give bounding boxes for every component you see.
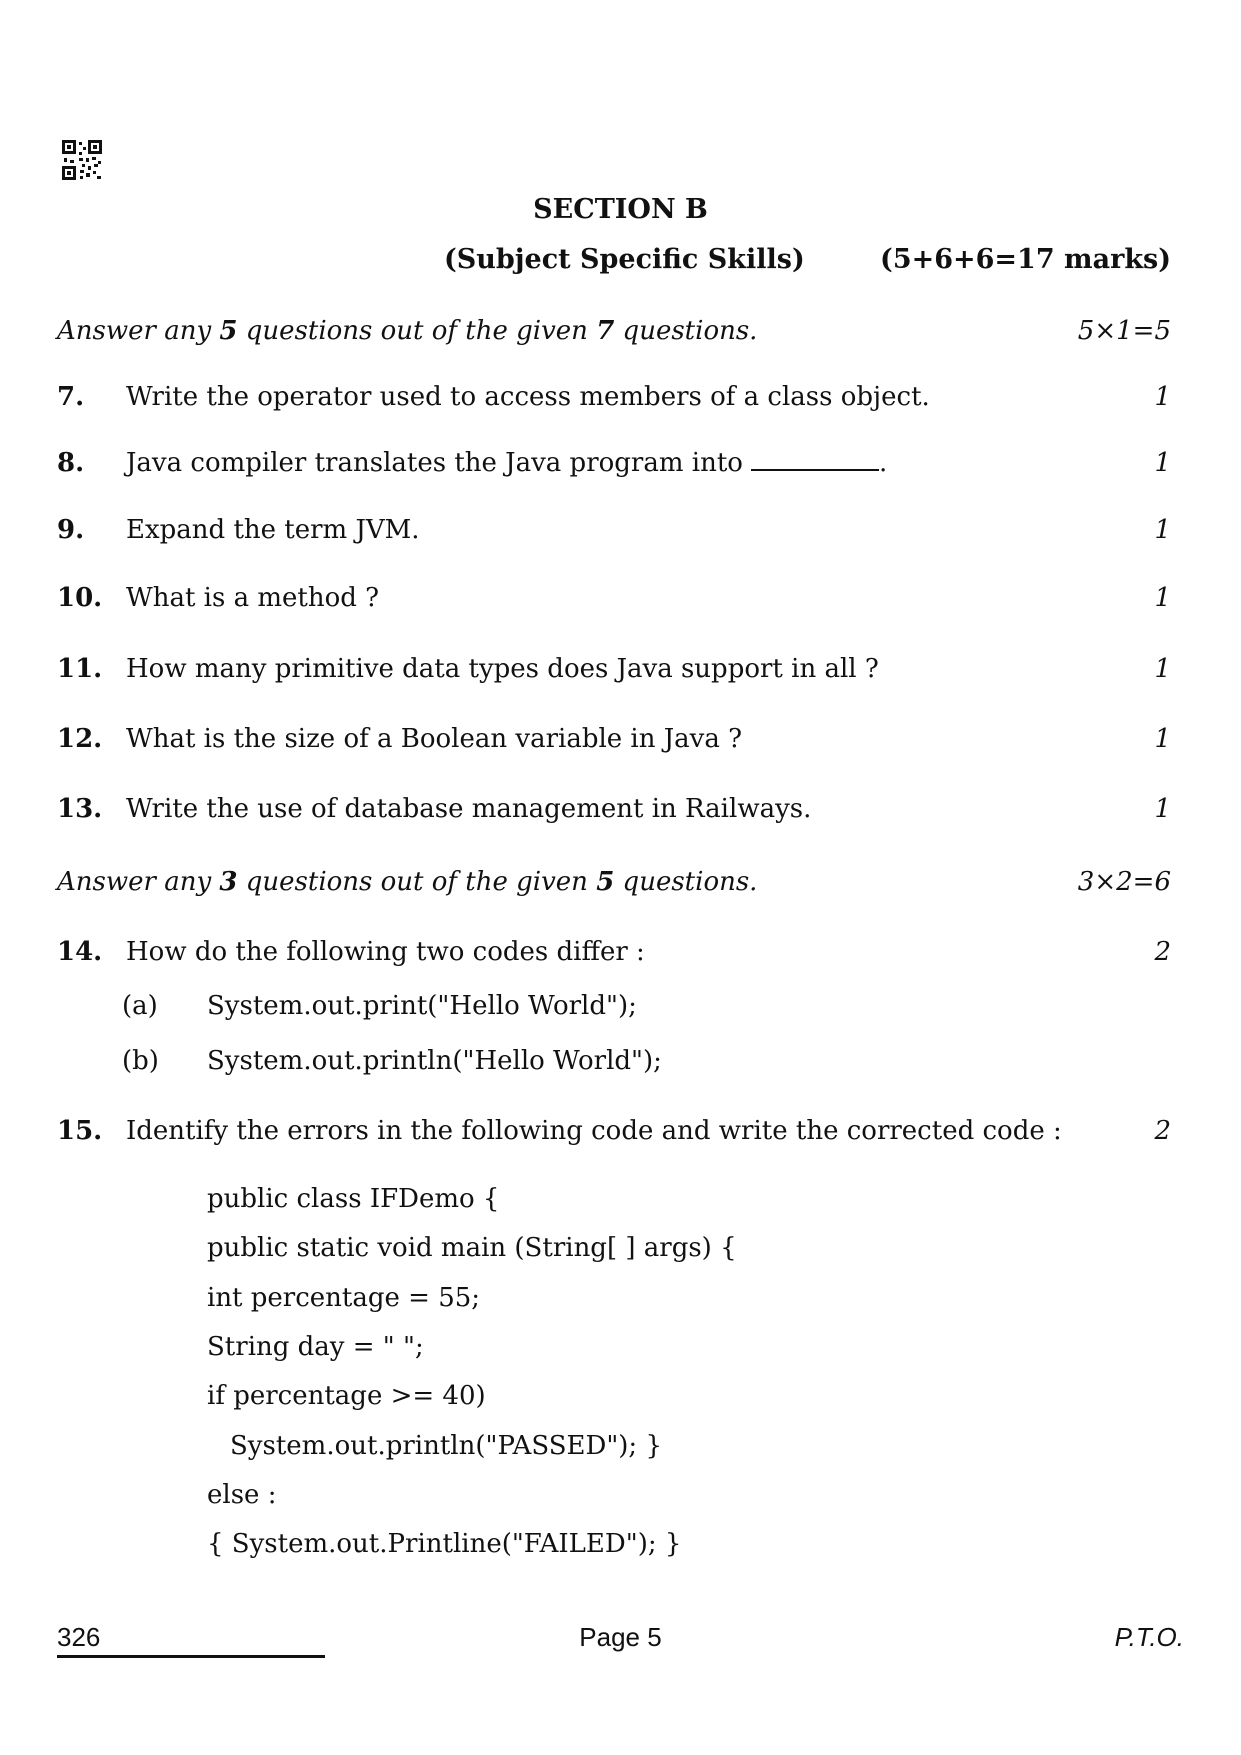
- question-text: Write the use of database management in Railways.: [126, 794, 812, 824]
- instruction-part2-marks: 3×2=6: [1077, 867, 1171, 897]
- question-marks: 1: [1154, 583, 1171, 613]
- question-number: 11.: [57, 654, 103, 684]
- section-subtitle: (Subject Specific Skills): [444, 244, 805, 275]
- section-total-marks: (5+6+6=17 marks): [880, 244, 1171, 275]
- pto-label: P.T.O.: [1114, 1622, 1184, 1652]
- code-line: System.out.println("PASSED"); }: [230, 1431, 662, 1461]
- code-line: { System.out.Printline("FAILED"); }: [207, 1529, 682, 1559]
- question-text: What is the size of a Boolean variable in Java ?: [126, 724, 743, 754]
- option-label: (a): [122, 991, 158, 1021]
- question-text-with-blank: Java compiler translates the Java program into .: [126, 448, 888, 478]
- code-line: if percentage >= 40): [207, 1381, 486, 1411]
- question-marks: 1: [1154, 794, 1171, 824]
- question-number: 7.: [57, 382, 85, 412]
- question-text: How many primitive data types does Java support in all ?: [126, 654, 879, 684]
- option-text: System.out.println("Hello World");: [207, 1046, 662, 1076]
- code-line: String day = " ";: [207, 1332, 424, 1362]
- question-marks: 1: [1154, 654, 1171, 684]
- question-number: 15.: [57, 1116, 103, 1146]
- question-marks: 1: [1154, 724, 1171, 754]
- question-number: 12.: [57, 724, 103, 754]
- question-marks: 2: [1154, 1116, 1171, 1146]
- footer-underline: [57, 1655, 325, 1658]
- question-number: 13.: [57, 794, 103, 824]
- question-number: 9.: [57, 515, 85, 545]
- code-line: public class IFDemo {: [207, 1184, 500, 1214]
- question-marks: 1: [1154, 515, 1171, 545]
- code-line: else :: [207, 1480, 277, 1510]
- paper-code: 326: [57, 1622, 101, 1652]
- option-text: System.out.print("Hello World");: [207, 991, 637, 1021]
- question-marks: 1: [1154, 448, 1171, 478]
- option-label: (b): [122, 1046, 159, 1076]
- section-title: SECTION B: [533, 194, 708, 225]
- question-text: Identify the errors in the following code and write the corrected code :: [126, 1116, 1062, 1146]
- page-number: Page 5: [579, 1622, 662, 1652]
- qr-code-icon: [62, 140, 102, 180]
- code-line: public static void main (String[ ] args) {: [207, 1233, 737, 1263]
- question-marks: 2: [1154, 937, 1171, 967]
- question-marks: 1: [1154, 382, 1171, 412]
- instruction-part2: Answer any 3 questions out of the given 5 questions.: [57, 867, 758, 897]
- instruction-part1: Answer any 5 questions out of the given 7 questions.: [57, 316, 758, 346]
- fill-in-blank: [751, 449, 879, 471]
- question-text: How do the following two codes differ :: [126, 937, 645, 967]
- question-number: 8.: [57, 448, 85, 478]
- question-text: Write the operator used to access members of a class object.: [126, 382, 930, 412]
- question-text: Expand the term JVM.: [126, 515, 420, 545]
- instruction-part1-marks: 5×1=5: [1077, 316, 1171, 346]
- code-line: int percentage = 55;: [207, 1283, 481, 1313]
- question-number: 14.: [57, 937, 103, 967]
- question-number: 10.: [57, 583, 103, 613]
- question-text: What is a method ?: [126, 583, 380, 613]
